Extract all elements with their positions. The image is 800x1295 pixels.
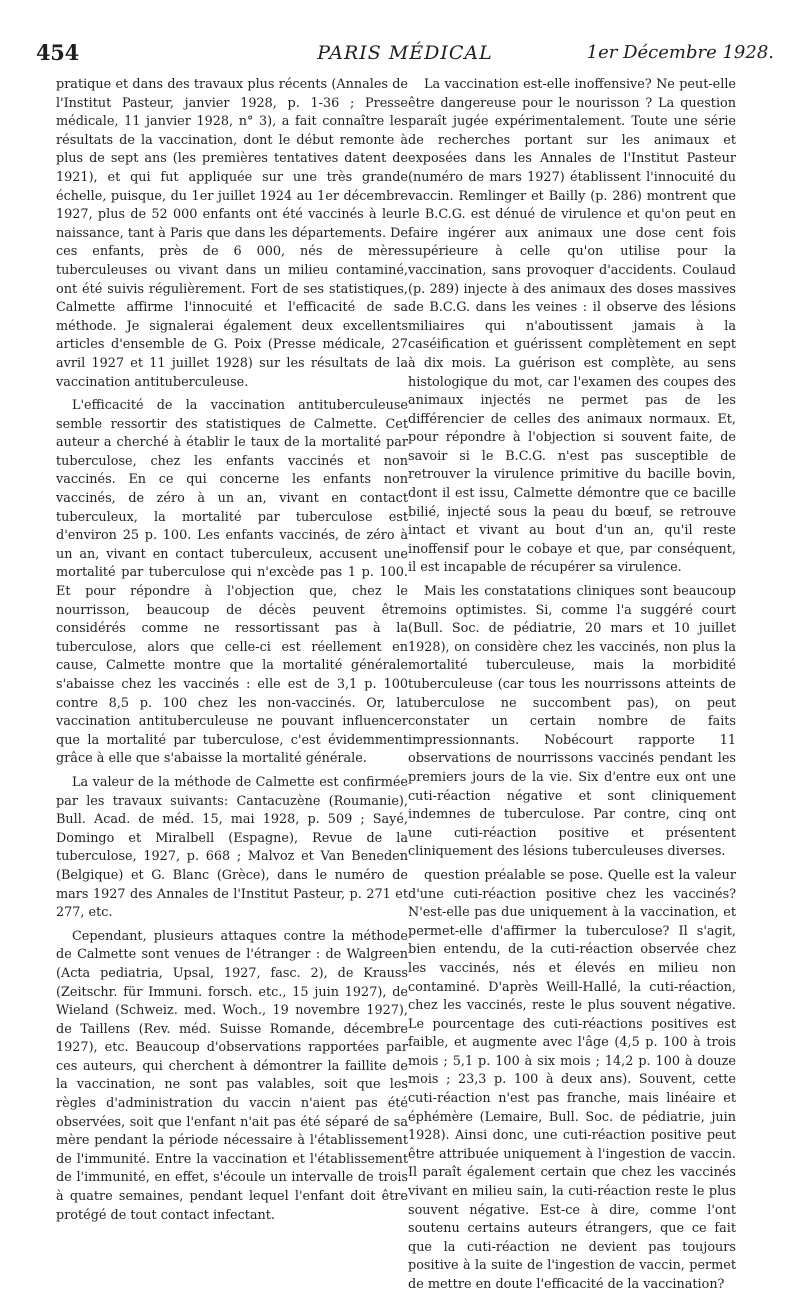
- paragraph: pratique et dans des travaux plus récents (Annales de l'Institut Pasteur, janvier 1928, p. 1-36 ; Presse médicale, 11 janvier 1928, n° 3), a fait connaître les résultats de la vaccination, dont le début remonte à plus de sept ans (les premières tentatives datent de 1921), et qui fut appliquée sur une très grande échelle, puisque, du 1er juillet 1924 au 1er décembre 1927, plus de 52 000 enfants ont été vaccinés à leur naissance, tant à Paris que dans les départements. De ces enfants, près de 6 000, nés de mères tuberculeuses ou vivant dans un milieu contaminé, ont été suivis régulièrement. Fort de ses statistiques, Calmette affirme l'innocuité et l'efficacité de sa méthode. Je signalerai également deux excellents articles d'ensemble de G. Poix (Presse médicale, 27 avril 1927 et 11 juillet 1928) sur les résultats de la vaccination antituberculeuse.: [56, 77, 408, 390]
- page-number: 454: [36, 40, 79, 65]
- paragraph: question préalable se pose. Quelle est la valeur d'une cuti-réaction positive chez les vaccinés? N'est-elle pas due uniquement à la vaccination, et permet-elle d'affirmer la tuberculose? Il s'agit, bien entendu, de la cuti-réaction observée chez les vaccinés, nés et élevés en milieu non contaminé. D'après Weill-Hallé, la cuti-réaction, chez les vaccinés, reste le plus souvent négative. Le pourcentage des cuti-réactions positives est faible, et augmente avec l'âge (4,5 p. 100 à trois mois ; 5,1 p. 100 à six mois ; 14,2 p. 100 à douze mois ; 23,3 p. 100 à deux ans). Souvent, cette cuti-réaction n'est pas franche, mais linéaire et éphémère (Lemaire, Bull. Soc. de pédiatrie, juin 1928). Ainsi donc, une cuti-réaction positive peut être attribuée uniquement à l'ingestion de vaccin. Il paraît également certain que chez les vaccinés vivant en milieu sain, la cuti-réaction reste le plus souvent négative. Est-ce à dire, comme l'ont soutenu certains auteurs étrangers, que ce fait que la cuti-réaction ne devient pas toujours positive à la suite de l'ingestion de vaccin, permet de mettre en doute l'efficacité de la vaccination?: [408, 867, 736, 1292]
- paragraph: La valeur de la méthode de Calmette est confirmée par les travaux suivants: Cantacuzène (Roumanie), Bull. Acad. de méd. 15, mai 1928, p. 509 ; Sayé, Domingo et Miralbell (Espagne), Revue de la tuberculose, 1927, p. 668 ; Malvoz et Van Beneden (Belgique) et G. Blanc (Grèce), dans le numéro de mars 1927 des Annales de l'Institut Pasteur, p. 271 et 277, etc.: [56, 774, 408, 921]
- left-column: [56, 76, 408, 1225]
- page-header: [36, 40, 774, 74]
- journal-title: PARIS MÉDICAL: [317, 42, 493, 64]
- issue-date: 1er Décembre 1928.: [586, 42, 774, 63]
- paragraph: La vaccination est-elle inoffensive? Ne peut-elle être dangereuse pour le nourisson ? La question paraît jugée expérimentalement. Toute une série de recherches portant sur les animaux et exposées dans les Annales de l'Institut Pasteur (numéro de mars 1927) établissent l'innocuité du vaccin. Remlinger et Bailly (p. 286) montrent que le B.C.G. est dénué de virulence et qu'on peut en faire ingérer aux animaux une dose cent fois supérieure à celle qu'on utilise pour la vaccination, sans provoquer d'accidents. Coulaud (p. 289) injecte à des animaux des doses massives de B.C.G. dans les veines : il observe des lésions miliaires qui n'aboutissent jamais à la caséification et guérissent complètement en sept à dix mois. La guérison est complète, au sens histologique du mot, car l'examen des coupes des animaux injectés ne permet pas de les différencier de celles des animaux normaux. Et, pour répondre à l'objection si souvent faite, de savoir si le B.C.G. n'est pas susceptible de retrouver la virulence primitive du bacille bovin, dont il est issu, Calmette démontre que ce bacille bilié, injecté sous la peau du bœuf, se retrouve intact et vivant au bout d'un an, qu'il reste inoffensif pour le cobaye et que, par conséquent, il est incapable de récupérer sa virulence.: [408, 77, 736, 576]
- paragraph: L'efficacité de la vaccination antituberculeuse semble ressortir des statistiques de Calmette. Cet auteur a cherché à établir le taux de la mortalité par tuberculose, chez les enfants vaccinés et non vaccinés. En ce qui concerne les enfants non vaccinés, de zéro à un an, vivant en contact tuberculeux, la mortalité par tuberculose est d'environ 25 p. 100. Les enfants vaccinés, de zéro à un an, vivant en contact tuberculeux, accusent une mortalité par tuberculose qui n'excède pas 1 p. 100. Et pour répondre à l'objection que, chez le nourrisson, beaucoup de décès peuvent être considérés comme ne ressortissant pas à la tuberculose, alors que celle-ci est réellement en cause, Calmette montre que la mortalité générale s'abaisse chez les vaccinés : elle est de 3,1 p. 100 contre 8,5 p. 100 chez les non-vaccinés. Or, la vaccination antituberculeuse ne pouvant influencer que la mortalité par tuberculose, c'est évidemment grâce à elle que s'abaisse la mortalité générale.: [56, 398, 408, 767]
- right-column: [408, 76, 736, 1295]
- paragraph: Mais les constatations cliniques sont beaucoup moins optimistes. Si, comme l'a suggéré court (Bull. Soc. de pédiatrie, 20 mars et 10 juillet 1928), on considère chez les vaccinés, non plus la mortalité tuberculeuse, mais la morbidité tuberculeuse (car tous les nourrissons atteints de tuberculose ne succombent pas), on peut constater un certain nombre de faits impressionnants. Nobécourt rapporte 11 observations de nourrissons vaccinés pendant les premiers jours de la vie. Six d'entre eux ont une cuti-réaction négative et sont cliniquement indemnes de tuberculose. Par contre, cinq ont une cuti-réaction positive et présentent cliniquement des lésions tuberculeuses diverses.: [408, 584, 736, 860]
- paragraph: Cependant, plusieurs attaques contre la méthode de Calmette sont venues de l'étranger : de Walgreen (Acta pediatria, Upsal, 1927, fasc. 2), de Krauss (Zeitschr. für Immuni. forsch. etc., 15 juin 1927), de Wieland (Schweiz. med. Woch., 19 novembre 1927), de Taillens (Rev. méd. Suisse Romande, décembre 1927), etc. Beaucoup d'observations rapportées par ces auteurs, qui cherchent à démontrer la faillite de la vaccination, ne sont pas valables, soit que les règles d'administration du vaccin n'aient pas été observées, soit que l'enfant n'ait pas été séparé de sa mère pendant la période nécessaire à l'établissement de l'immunité. Entre la vaccination et l'établissement de l'immunité, en effet, s'écoule un intervalle de trois à quatre semaines, pendant lequel l'enfant doit être protégé de tout contact infectant.: [56, 928, 408, 1223]
